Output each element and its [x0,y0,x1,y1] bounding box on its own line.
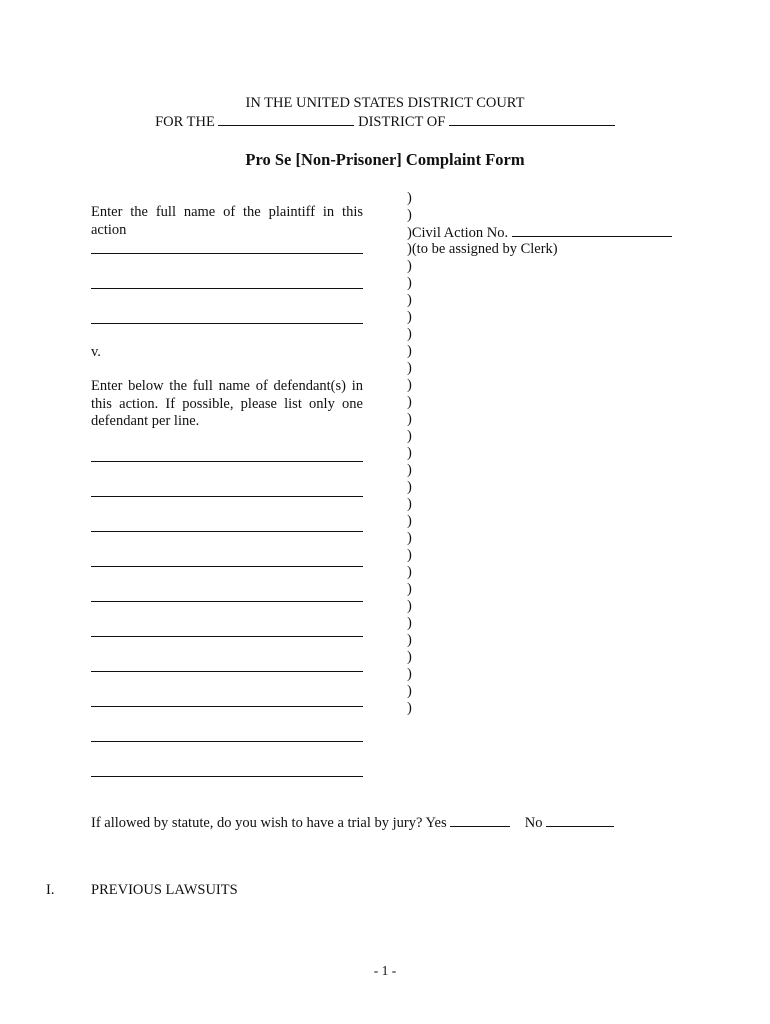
paren: ) [407,275,412,291]
page-number: - 1 - [373,963,397,978]
paren: ) [407,428,412,444]
form-title: Pro Se [Non-Prisoner] Complaint Form [245,150,525,169]
defendant-name-line[interactable] [91,706,363,707]
paren: ) [407,225,412,241]
court-name-blank[interactable] [218,113,354,126]
defendant-prompt [91,378,363,431]
paren: ) [407,309,412,325]
paren: ) [407,326,412,342]
defendant-prompt-line3: defendant per line. [91,413,200,429]
civil-action-number-blank[interactable] [512,224,672,237]
jury-no-label: No [524,815,543,831]
defendant-name-line[interactable] [91,496,363,497]
paren: ) [407,700,412,716]
for-the-label: FOR THE [155,114,215,130]
paren: ) [407,547,412,563]
paren: ) [407,632,412,648]
defendant-name-line[interactable] [91,531,363,532]
civil-action-label: Civil Action No. [411,225,509,241]
plaintiff-prompt-line2: action [91,221,127,238]
paren: ) [407,190,412,206]
defendant-prompt-line2: this action. If possible, please list only one [91,395,363,412]
paren: ) [407,258,412,274]
paren: ) [407,411,412,427]
paren: ) [407,649,412,665]
defendant-name-line[interactable] [91,601,363,602]
paren: ) [407,666,412,682]
paren: ) [407,241,412,257]
court-heading-line1: IN THE UNITED STATES DISTRICT COURT [245,95,525,111]
paren: ) [407,479,412,495]
plaintiff-name-line[interactable] [91,323,363,324]
jury-no-blank[interactable] [546,814,614,827]
paren: ) [407,564,412,580]
caption-paren-column [407,190,672,717]
defendant-name-line[interactable] [91,741,363,742]
defendant-prompt-line1: Enter below the full name of defendant(s) in [91,378,363,394]
paren: ) [407,445,412,461]
paren: ) [407,513,412,529]
defendant-name-line[interactable] [91,566,363,567]
plaintiff-name-line[interactable] [91,253,363,254]
jury-yes-blank[interactable] [450,814,510,827]
court-heading-line2 [0,113,770,131]
paren: ) [407,343,412,359]
district-blank[interactable] [449,113,615,126]
section-heading: PREVIOUS LAWSUITS [91,882,238,898]
defendant-name-line[interactable] [91,776,363,777]
assigned-by-clerk-note: (to be assigned by Clerk) [411,241,558,257]
paren: ) [407,615,412,631]
district-of-label: DISTRICT OF [358,114,446,130]
paren: ) [407,394,412,410]
civil-action-row [407,224,672,241]
paren: ) [407,683,412,699]
assigned-row [407,241,672,258]
jury-question-row [91,814,614,832]
jury-yes-label: Yes [425,815,447,831]
paren: ) [407,377,412,393]
section-number: I. [46,882,55,898]
plaintiff-prompt-line1: Enter the full name of the plaintiff in this [91,204,363,220]
paren: ) [407,462,412,478]
defendant-name-line[interactable] [91,671,363,672]
defendant-name-line[interactable] [91,636,363,637]
paren: ) [407,530,412,546]
plaintiff-prompt [91,204,363,239]
defendant-name-line[interactable] [91,461,363,462]
versus-label: v. [91,344,101,360]
plaintiff-name-line[interactable] [91,288,363,289]
paren: ) [407,292,412,308]
paren: ) [407,496,412,512]
paren: ) [407,207,412,223]
paren: ) [407,598,412,614]
paren: ) [407,360,412,376]
jury-question: If allowed by statute, do you wish to have a trial by jury? [91,815,423,831]
paren: ) [407,581,412,597]
